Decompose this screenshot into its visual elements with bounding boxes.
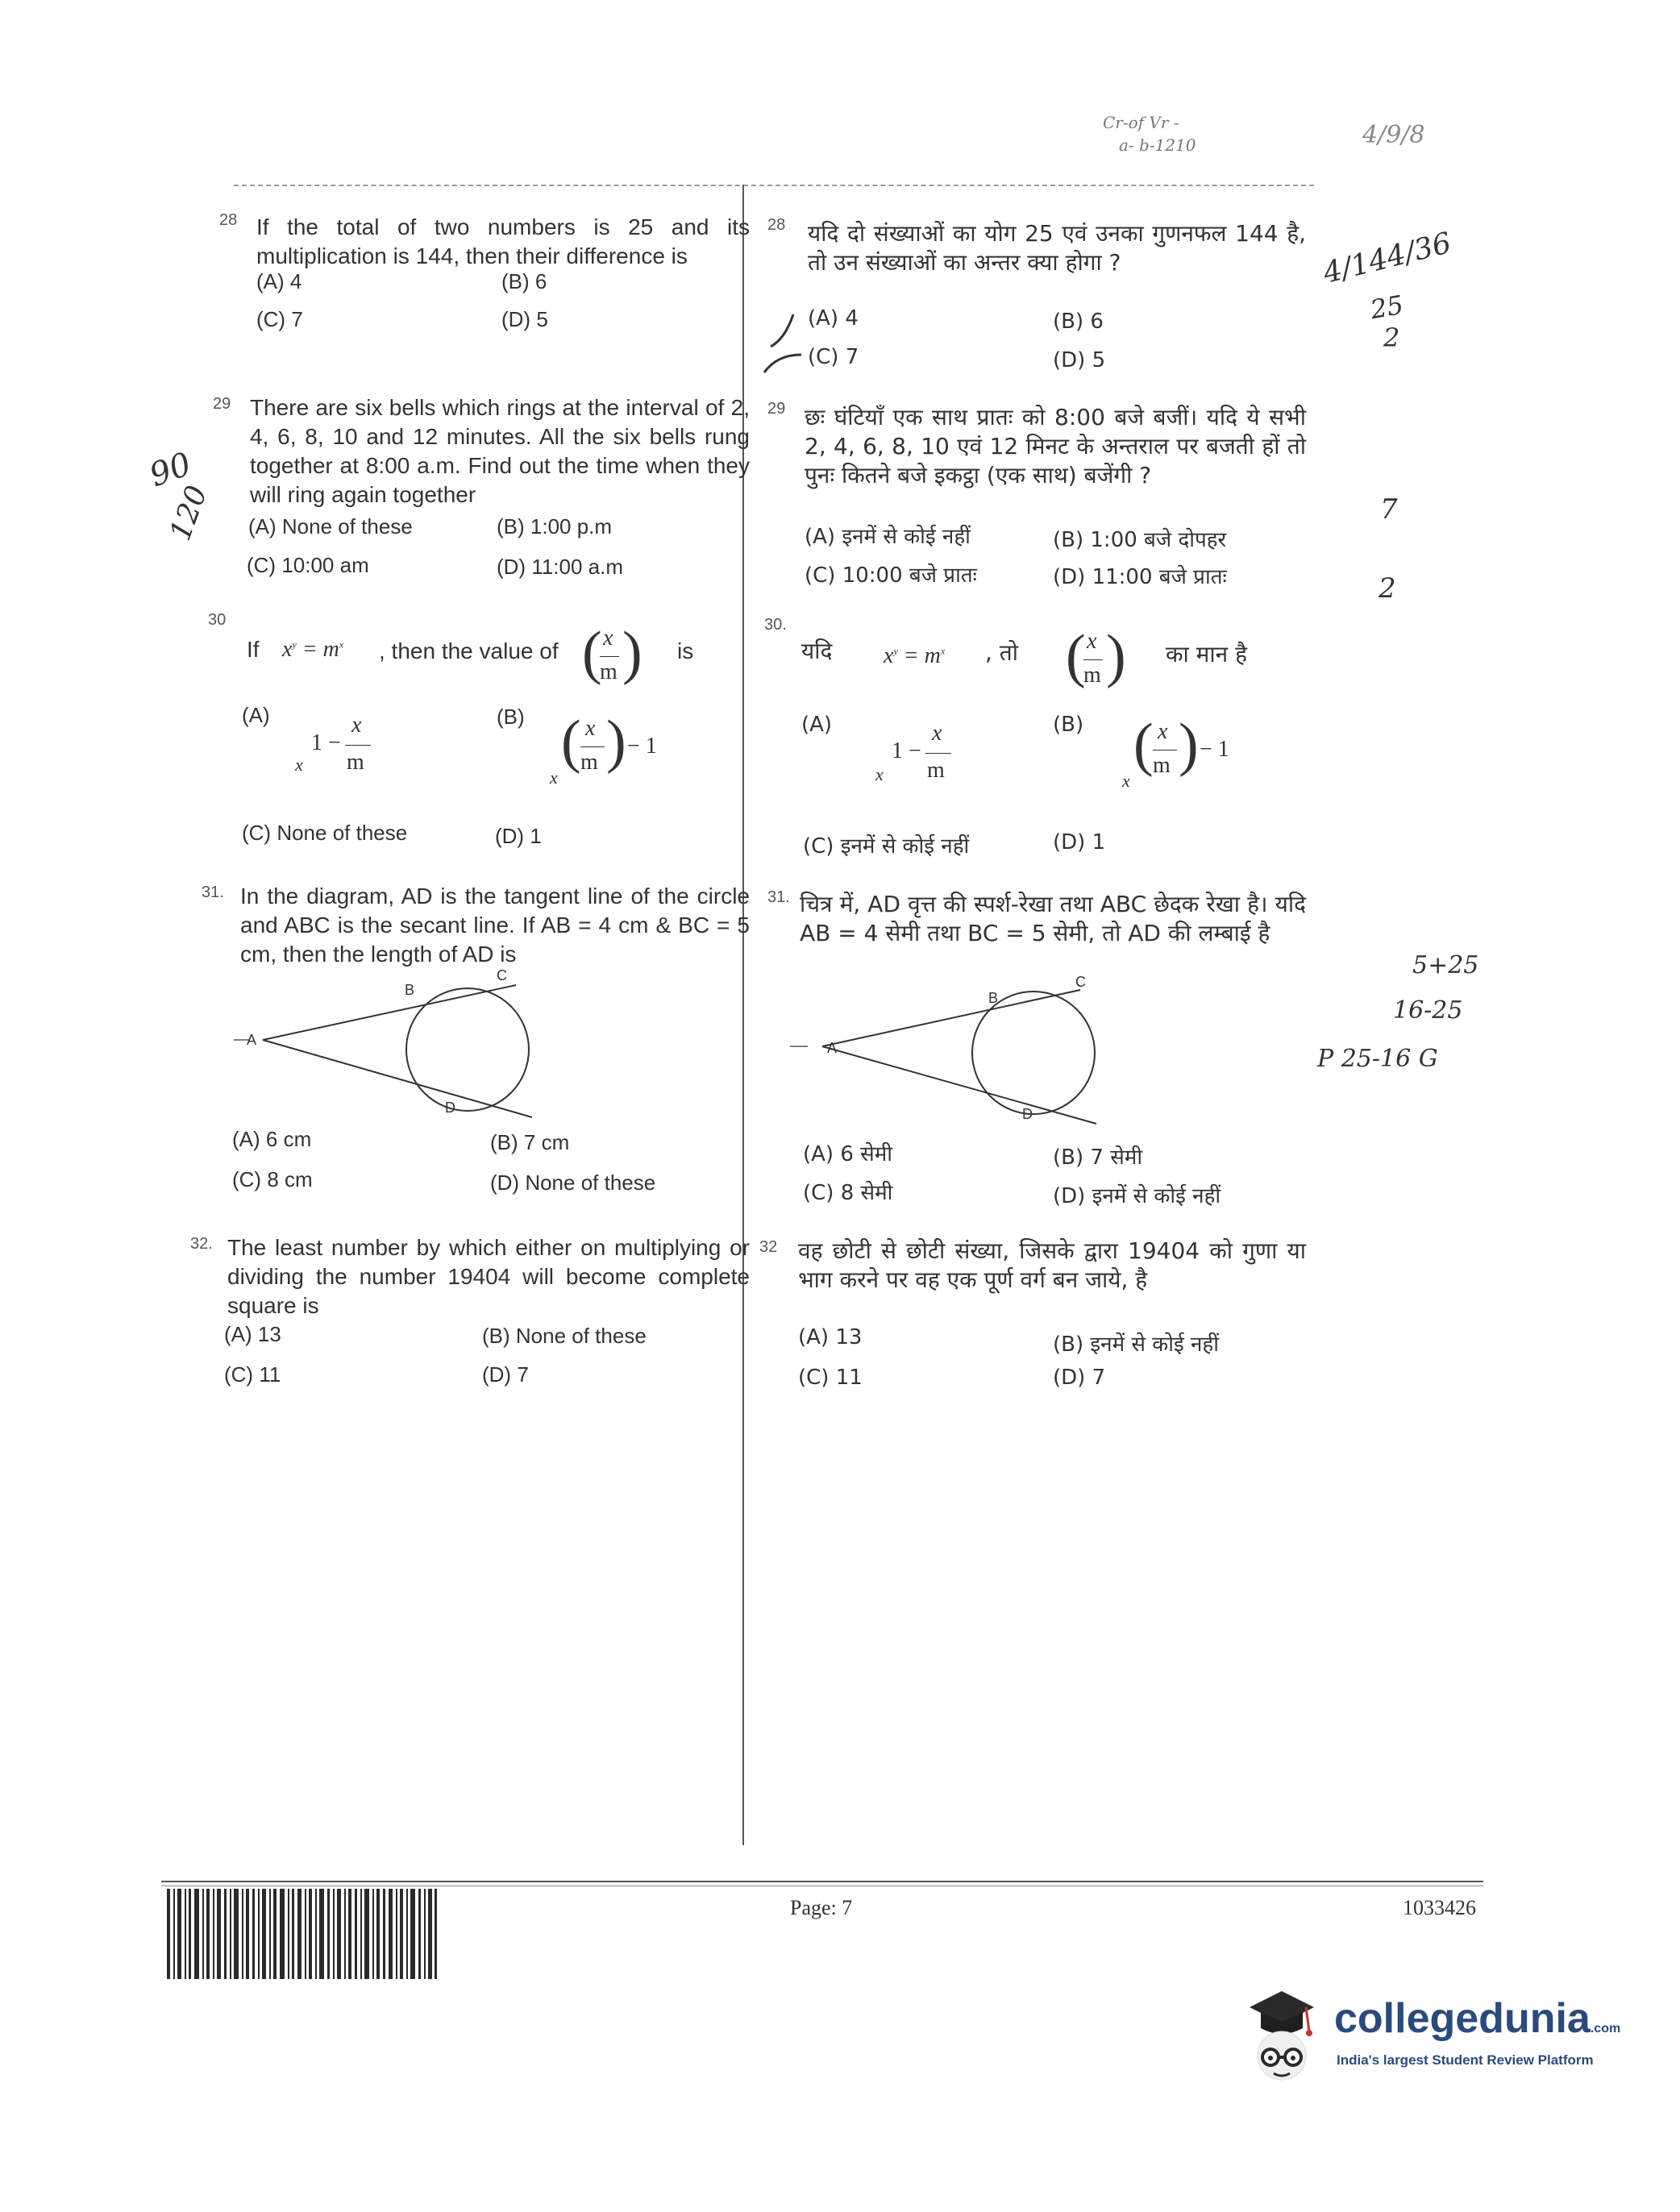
paren-right: ) <box>1179 712 1199 778</box>
paper-code: 1033426 <box>1403 1896 1476 1919</box>
paren-left: ( <box>561 709 581 775</box>
tangent-secant-diagram <box>234 967 540 1121</box>
option-a-hi: (A) <box>801 713 833 737</box>
numerator: x <box>932 721 942 746</box>
option-c-hi: (C) 11 <box>798 1366 863 1390</box>
numerator: x <box>351 713 362 738</box>
option-a: (A) <box>242 703 270 727</box>
barcode <box>167 1889 437 1979</box>
option-c-hi: (C) इनमें से कोई नहीं <box>803 834 970 859</box>
math-var: m <box>924 643 941 668</box>
denominator: m <box>1083 663 1101 688</box>
denominator: m <box>1153 753 1171 778</box>
margin-note: 2 <box>1379 572 1396 605</box>
denominator: m <box>927 758 945 783</box>
math-eq: = <box>301 637 318 662</box>
circle <box>406 988 529 1111</box>
margin-note: 16-25 <box>1393 996 1463 1025</box>
diagram-label-b-hi: B <box>988 990 999 1006</box>
question-text-hi: छः घंटियाँ एक साथ प्रातः को 8:00 बजे बजीं। यदि ये सभी 2, 4, 6, 8, 10 एवं 12 मिनट के अन्तराल पर बजती हों तो पुनः कितने बजे इकट्ठा (एक साथ) बजेंगी ? <box>805 404 1306 489</box>
question-is-hi: का मान है <box>1166 641 1247 667</box>
fraction-bar <box>1083 659 1103 660</box>
option-b: (B) 1:00 p.m <box>497 514 613 538</box>
option-b-expr <box>550 709 677 790</box>
margin-note: 90 <box>144 445 197 495</box>
header-handwritten-note-2: a- b-1210 <box>1119 135 1196 155</box>
math-lhs: $x^y = m^x$ <box>282 637 344 662</box>
question-number-hi: 28 <box>767 216 786 234</box>
expr-minus-one: − 1 <box>627 734 657 759</box>
option-d-hi: (D) 5 <box>1053 348 1106 372</box>
option-c: (C) None of these <box>242 821 408 845</box>
option-a-hi: (A) 6 सेमी <box>803 1142 893 1166</box>
option-b-expr-hi <box>1122 712 1250 793</box>
option-b-hi: (B) इनमें से कोई नहीं <box>1053 1333 1219 1357</box>
math-lhs-hi: $x^y = m^x$ <box>884 643 946 668</box>
numerator: x <box>585 716 596 741</box>
question-number-hi: 31. <box>767 888 790 906</box>
diagram-label-c: C <box>497 967 507 983</box>
option-c-hi: (C) 10:00 बजे प्रातः <box>805 563 977 588</box>
option-a: (A) None of these <box>248 514 413 538</box>
expr-minus-one: − 1 <box>1200 737 1229 762</box>
option-d-hi: (D) इनमें से कोई नहीं <box>1053 1184 1221 1208</box>
question-number-hi: 32 <box>759 1238 778 1256</box>
option-a-hi: (A) 4 <box>808 306 859 331</box>
header-handwritten-note-1: Cr-of Vr - <box>1103 113 1179 132</box>
math-fraction-hi <box>1066 623 1126 696</box>
brand-name <box>1334 1994 1620 2043</box>
option-c: (C) 8 cm <box>232 1167 313 1191</box>
question-text: If the total of two numbers is 25 and its multiplication is 144, then their difference is <box>256 214 750 268</box>
base-x: x <box>550 767 558 788</box>
margin-note: 25 <box>1368 289 1406 326</box>
secant-line <box>822 990 1080 1046</box>
paren-right: ) <box>1106 623 1126 689</box>
question-number: 31. <box>202 884 224 901</box>
diagram-label-a-hi: A <box>827 1040 838 1056</box>
option-b-hi: (B) 7 सेमी <box>1053 1146 1143 1170</box>
paren-right: ) <box>606 709 626 775</box>
top-divider <box>234 185 1314 186</box>
fraction-bar <box>580 746 605 747</box>
option-c: (C) 7 <box>256 307 303 331</box>
margin-note: 7 <box>1380 493 1398 526</box>
option-b: (B) <box>497 705 525 729</box>
question-text-hi: वह छोटी से छोटी संख्या, जिसके द्वारा 19404 को गुणा या भाग करने पर वह एक पूर्ण वर्ग बन जाये, है <box>798 1237 1306 1293</box>
option-b: (B) 7 cm <box>490 1130 570 1154</box>
expr-one-minus: 1 − <box>892 738 921 763</box>
math-var: m <box>322 637 339 662</box>
option-a-expr <box>295 713 395 785</box>
numerator: x <box>603 626 613 651</box>
question-number-hi: 30. <box>764 616 787 634</box>
question-number-hi: 29 <box>767 400 786 418</box>
option-d-hi: (D) 1 <box>1053 830 1106 854</box>
option-d: (D) 1 <box>495 824 542 848</box>
option-a: (A) 4 <box>256 269 302 293</box>
secant-line <box>263 985 516 1040</box>
denominator: m <box>347 750 364 775</box>
option-b-hi: (B) 1:00 बजे दोपहर <box>1053 528 1227 552</box>
option-d: (D) 7 <box>482 1362 529 1387</box>
option-c: (C) 10:00 am <box>247 553 369 577</box>
denominator: m <box>580 750 598 775</box>
header-handwritten-note-3: 4/9/8 <box>1362 121 1425 149</box>
base-x: x <box>1122 771 1130 791</box>
option-d: (D) None of these <box>490 1170 656 1195</box>
margin-note: P 25-16 G <box>1317 1045 1438 1073</box>
diagram-label-c-hi: C <box>1075 974 1086 990</box>
option-b-hi: (B) <box>1053 713 1084 737</box>
paren-left: ( <box>1133 712 1154 778</box>
tangent-line <box>822 1046 1096 1124</box>
math-fraction <box>582 620 642 693</box>
question-number: 29 <box>213 395 231 413</box>
paren-left: ( <box>1066 623 1086 689</box>
option-a-expr-hi <box>875 721 975 793</box>
diagram-label-a: A <box>247 1032 257 1048</box>
base-x: x <box>295 755 303 775</box>
question-text: In the diagram, AD is the tangent line of the circle and ABC is the secant line. If AB = 4 cm & BC = 5 cm, then the length of AD is <box>240 884 750 967</box>
math-var: x <box>282 637 293 662</box>
brand-name-text: collegedunia <box>1334 1995 1591 2042</box>
tick-mark-icon <box>761 298 817 379</box>
question-if: If <box>247 637 260 662</box>
question-text: The least number by which either on multiplying or dividing the number 19404 will become complete square is <box>227 1235 750 1318</box>
fraction-bar <box>345 745 371 746</box>
margin-note: 120 <box>164 481 214 545</box>
diagram-label-d-hi: D <box>1022 1106 1033 1122</box>
option-b: (B) 6 <box>501 269 547 293</box>
numerator: x <box>1158 719 1168 744</box>
option-c-hi: (C) 8 सेमी <box>803 1181 893 1205</box>
option-d-hi: (D) 11:00 बजे प्रातः <box>1053 565 1227 589</box>
question-if-hi: यदि <box>801 638 833 664</box>
question-then: , then the value of <box>379 638 559 663</box>
tangent-line <box>263 1040 532 1117</box>
math-eq: = <box>903 643 919 668</box>
option-b: (B) None of these <box>482 1324 647 1348</box>
question-number: 30 <box>208 611 227 629</box>
brand-tagline: India's largest Student Review Platform <box>1337 2052 1594 2068</box>
base-x: x <box>875 764 884 784</box>
question-text-hi: यदि दो संख्याओं का योग 25 एवं उनका गुणनफल 144 है, तो उन संख्याओं का अन्तर क्या होगा ? <box>808 220 1306 276</box>
denominator: m <box>600 659 618 684</box>
question-number: 32. <box>190 1235 213 1253</box>
fraction-bar <box>600 656 619 657</box>
fraction-bar <box>925 753 951 754</box>
diagram-label-d: D <box>445 1100 455 1116</box>
question-then-hi: , तो <box>985 639 1019 666</box>
brand-name-suffix: .com <box>1590 2022 1621 2035</box>
option-d: (D) 5 <box>501 307 548 331</box>
option-a-hi: (A) इनमें से कोई नहीं <box>805 525 971 549</box>
option-a-hi: (A) 13 <box>798 1325 863 1349</box>
margin-note: 2 <box>1383 322 1400 353</box>
option-a: (A) 13 <box>224 1322 281 1346</box>
margin-note: 5+25 <box>1412 951 1479 979</box>
expr-one-minus: 1 − <box>311 730 341 755</box>
paren-right: ) <box>622 620 642 686</box>
page-number: Page: 7 <box>790 1896 853 1919</box>
option-d: (D) 11:00 a.m <box>497 555 624 579</box>
option-c-hi: (C) 7 <box>808 345 859 369</box>
tangent-secant-diagram-hi <box>790 974 1112 1127</box>
option-b-hi: (B) 6 <box>1053 310 1104 334</box>
footer-divider <box>161 1881 1483 1882</box>
question-number: 28 <box>219 211 238 229</box>
question-text-hi: चित्र में, AD वृत्त की स्पर्श-रेखा तथा ABC छेदक रेखा है। यदि AB = 4 सेमी तथा BC = 5 सेमी, तो AD की लम्बाई है <box>800 891 1306 946</box>
option-c: (C) 11 <box>224 1362 281 1387</box>
collegedunia-logo-icon <box>1233 1983 1330 2088</box>
numerator: x <box>1087 629 1097 654</box>
math-var: x <box>884 643 894 668</box>
question-is: is <box>677 638 694 663</box>
question-text: There are six bells which rings at the interval of 2, 4, 6, 8, 10 and 12 minutes. All the six bells rung together at 8:00 a.m. Find out the time when they will ring again together <box>250 395 750 507</box>
diagram-label-b: B <box>405 982 415 998</box>
paren-left: ( <box>582 620 602 686</box>
option-d-hi: (D) 7 <box>1053 1366 1106 1390</box>
margin-note: 4/144/36 <box>1320 227 1455 290</box>
option-a: (A) 6 cm <box>232 1127 312 1151</box>
